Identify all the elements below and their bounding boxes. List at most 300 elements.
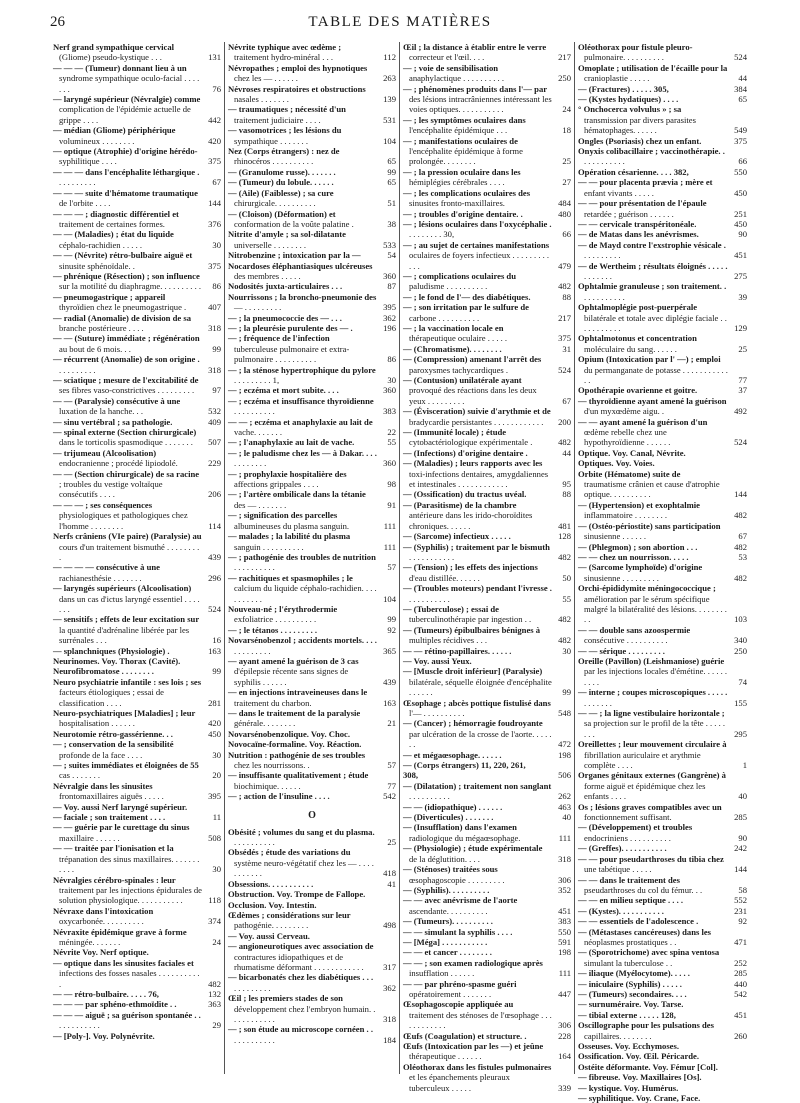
entry-text: Œdèmes ; considérations sur leur pathogénie. . . . . . . . . (228, 909, 351, 931)
entry-page-number: 39 (738, 291, 747, 302)
entry-page-number: 163 (383, 697, 396, 708)
entry-text: — (Dilatation) ; traitement non sanglant . . . . . . . . . . (403, 780, 552, 802)
entry-page-number: 54 (387, 250, 396, 261)
entry-page-number: 144 (208, 198, 221, 209)
index-entry (578, 895, 747, 905)
entry-text: — — cervicale transpéritonéale. (578, 218, 697, 229)
entry-text: — ; la vaccination locale en thérapeutique oculaire . . . . . (403, 322, 508, 344)
index-entry (403, 750, 571, 760)
entry-text: Optique. Voy. Canal, Névrite. (578, 447, 686, 458)
entry-text: — — avec anévrisme de l'aorte ascendante. . . . . . . . . . (403, 895, 518, 916)
entry-text: — phrénique (Résection) ; son influence sur la motilité du diaphragme. . . . . . . . . . (53, 270, 202, 292)
entry-text: Oléothorax dans les fistules pulmonaires et les épanchements pleuraux tuberculeux . . . . . (403, 1061, 552, 1093)
index-entry (578, 708, 747, 739)
index-entry (403, 583, 571, 604)
entry-page-number: 31 (562, 343, 571, 354)
entry-page-number: 65 (738, 94, 747, 105)
entry-page-number: 11 (212, 812, 221, 823)
index-entry (403, 781, 571, 802)
entry-page-number: 439 (208, 551, 221, 562)
index-entry (53, 396, 221, 417)
entry-page-number: 65 (387, 156, 396, 167)
index-entry (578, 354, 747, 385)
entry-page-number: 196 (383, 322, 396, 333)
entry-text: Ongles (Psoriasis) chez un enfant. (578, 135, 702, 146)
index-entry (578, 281, 747, 302)
entry-page-number: 66 (562, 229, 571, 240)
entry-page-number: 51 (387, 198, 396, 209)
entry-page-number: 260 (734, 1030, 747, 1041)
index-entry (403, 63, 571, 84)
entry-text: Neuro-psychiatriques [Maladies] ; leur hospitalisation . . . . . . (53, 708, 196, 729)
index-entry (53, 583, 221, 614)
entry-page-number: 362 (383, 312, 396, 323)
entry-page-number: 295 (734, 728, 747, 739)
entry-page-number: 53 (738, 551, 747, 562)
entry-page-number: 542 (734, 988, 747, 999)
entry-text: — ; prophylaxie hospitalière des affections grippales . . . . (228, 468, 347, 490)
entry-page-number: 30 (212, 749, 221, 760)
index-entry (53, 229, 221, 250)
entry-page-number: 482 (558, 281, 571, 292)
entry-page-number: 86 (212, 281, 221, 292)
index-entry (578, 521, 747, 542)
entry-page-number: 88 (562, 291, 571, 302)
entry-page-number: 99 (387, 166, 396, 177)
index-entry (53, 448, 221, 469)
entry-page-number: 492 (734, 406, 747, 417)
index-entry (403, 802, 571, 812)
entry-text: Novocaïne-formaline. Voy. Réaction. (228, 739, 362, 750)
index-entry (228, 827, 396, 848)
entry-text: — (Phlegmon) ; son abortion . . . (578, 541, 698, 552)
entry-text: — ; action de l'insuline . . . . (228, 791, 330, 802)
entry-text: — — ; son examen radiologique après insufflation . . . . . . (403, 957, 543, 979)
entry-text: — (Évisceration) suivie d'arythmie et de bradycardie persistantes . . . . . . . . . . . . (403, 406, 551, 427)
index-entry (578, 583, 747, 625)
entry-text: — [Poly-]. Voy. Polynévrite. (53, 1030, 155, 1041)
index-entry (403, 562, 571, 583)
entry-text: — iniculaire (Syphilis) . . . . . (578, 978, 682, 989)
index-entry (403, 427, 571, 448)
entry-text: — (Parasitisme) de la chambre antérieure dans les irido-choroïdites chroniques. . . . . . (403, 499, 533, 531)
entry-text: — (Tumeurs) secondaires. . . . (578, 988, 687, 999)
entry-text: — malades ; la labilité du plasma sanguin . . . . . . . . . . (228, 531, 351, 552)
index-entry (228, 931, 396, 941)
entry-page-number: 439 (383, 676, 396, 687)
entry-page-number: 532 (208, 406, 221, 417)
entry-text: Nerfs crâniens (VIe paire) (Paralysie) au cours d'un traitement bismuthé . . . . . . . . . (53, 531, 202, 562)
entry-text: — (Immunité locale) ; étude cytobactériologique expérimentale . (403, 427, 533, 448)
entry-page-number: 296 (208, 572, 221, 583)
entry-page-number: 482 (558, 551, 571, 562)
entry-text: Nourrissons ; la broncho-pneumonie des — . . . . . . . . . (228, 291, 377, 313)
entry-page-number: 482 (208, 978, 221, 989)
entry-text: Névralgies cérébro-spinales : leur traitement par les injections épidurales de solution physiologique. . . . . . . . . . . (53, 874, 202, 906)
entry-page-number: 30 (562, 645, 571, 656)
index-entry (228, 552, 396, 573)
index-entry (53, 822, 221, 843)
index-entry (578, 448, 747, 458)
page-title: TABLE DES MATIÈRES (308, 14, 492, 30)
entry-page-number: 482 (734, 541, 747, 552)
index-entry (403, 927, 571, 937)
entry-page-number: 506 (558, 770, 571, 781)
entry-page-number: 533 (383, 239, 396, 250)
entry-page-number: 451 (734, 250, 747, 261)
entry-page-number: 129 (734, 322, 747, 333)
entry-text: — ; troubles d'origine dentaire. . (403, 208, 523, 219)
entry-text: — — chez un nourrisson. . . . . (578, 551, 689, 562)
index-entry (228, 188, 396, 209)
index-entry (578, 854, 747, 875)
index-entry (578, 469, 747, 500)
index-entry (403, 42, 571, 63)
entry-text: — — par phréno-spasme guéri opératoirement . . . . . . . (403, 978, 517, 999)
index-entry (578, 947, 747, 968)
entry-text: — ; l'artère ombilicale dans la tétanie des — . . . . . . . (228, 489, 366, 510)
entry-page-number: 111 (558, 968, 571, 979)
index-entry (228, 604, 396, 625)
index-entry (578, 417, 747, 448)
index-entry (53, 646, 221, 656)
index-entry (403, 812, 571, 822)
entry-page-number: 90 (738, 832, 747, 843)
index-entry (228, 417, 396, 438)
entry-text: — (Sarcome lymphoïde) d'origine sinusienne . . . . . . . . . (578, 562, 703, 583)
entry-page-number: 375 (208, 260, 221, 271)
index-entry (228, 993, 396, 1024)
entry-text: — ; le paludisme chez les — à Dakar. . . . . . . . . . . . (228, 447, 377, 469)
index-entry (228, 656, 396, 687)
index-entry (578, 927, 747, 948)
index-entry (403, 240, 571, 271)
entry-text: Œufs (Coagulation) et structure. . (403, 1030, 527, 1041)
index-entry (403, 489, 571, 499)
index-entry (403, 354, 571, 375)
entry-page-number: 229 (208, 458, 221, 469)
entry-text: — sinu vertébral ; sa pathologie. (53, 416, 173, 427)
index-entry (228, 229, 396, 250)
entry-text: — (Tumeurs). . . . . . . . . . (403, 916, 493, 927)
entry-page-number: 384 (734, 83, 747, 94)
entry-page-number: 451 (558, 905, 571, 916)
entry-page-number: 206 (208, 489, 221, 500)
entry-text: Novarsénobenzolique. Voy. Choc. (228, 728, 350, 739)
entry-text: Ophtalmoplégie post-puerpérale bilatérale et totale avec diplégie faciale . . . . . . . . . . . (578, 302, 727, 333)
entry-text: — ; les symptômes oculaires dans l'encéphalite épidémique . . . (403, 114, 526, 136)
index-entry (403, 271, 571, 292)
entry-page-number: 163 (208, 645, 221, 656)
index-entry (228, 167, 396, 177)
entry-page-number: 480 (558, 208, 571, 219)
entry-text: — — — (Tumeur) donnant lieu à un syndrome sympathique oculo-facial . . . . . . . (53, 62, 200, 94)
index-entry (53, 614, 221, 645)
entry-text: Organes génitaux externes (Gangrène) à forme aiguë et épidémique chez les enfants . . . . (578, 770, 726, 802)
entry-text: — ; pathogénie des troubles de nutrition . . . . . . . . . . (228, 551, 376, 573)
entry-text: — (Maladies) ; leurs rapports avec les toxi-infections dentaires, amygdaliennes et intestinales . . . . . . . . . . . . (403, 458, 549, 490)
entry-page-number: 472 (558, 739, 571, 750)
entry-text: — ; eczéma et insuffisance thyroïdienne . . . . . . . . . . (228, 395, 374, 417)
entry-text: — — rétino-papillaires. . . . . . (403, 645, 512, 656)
entry-text: — laryngés supérieurs (Alcoolisation) dans un cas d'ictus laryngé essentiel . . . . . . . (53, 583, 200, 614)
entry-text: — (Compression) amenant l'arrêt des paroxysmes tachycardiques . (403, 354, 542, 375)
entry-text: Obstruction. Voy. Trompe de Fallope. (228, 889, 366, 900)
entry-text: — (Insufflation) dans l'examen radiologique du mégaœsophage. (403, 822, 521, 843)
index-entry (578, 687, 747, 708)
entry-page-number: 552 (734, 895, 747, 906)
index-entry (228, 635, 396, 656)
entry-text: Neuro psychiatrie infantile : ses lois ; ses facteurs étiologiques ; essai de classification . . . . (53, 676, 202, 708)
entry-page-number: 90 (738, 229, 747, 240)
entry-text: Obsessions. . . . . . . . . . . (228, 878, 314, 889)
index-entry (228, 292, 396, 313)
index-entry (53, 666, 221, 676)
entry-text: — — sérique . . . . . . . . . (578, 645, 665, 656)
entry-text: Orbite (Hématome) suite de traumatisme crânien et cause d'atrophie optique. . . . . . . . . . (578, 468, 720, 500)
entry-page-number: 375 (558, 333, 571, 344)
index-entry (228, 63, 396, 84)
index-entry (403, 604, 571, 625)
entry-page-number: 41 (387, 878, 396, 889)
page-header (50, 14, 750, 36)
entry-text: Opium (Intoxication par l' —) ; emploi du permanganate de potasse . . . . . . . . . . . . . (578, 354, 728, 385)
entry-page-number: 50 (562, 572, 571, 583)
entry-text: — — double sans azoospermie consécutive . . . . . . . . . . (578, 624, 691, 646)
index-entry (578, 1083, 747, 1093)
index-entry (403, 979, 571, 1000)
index-entry (403, 458, 571, 489)
index-entry (228, 385, 396, 395)
entry-page-number: 67 (562, 395, 571, 406)
entry-text: Névralgie dans les sinusites frontomaxillaires aiguës . . . . . (53, 780, 164, 802)
entry-text: — interne ; coupes microscopiques . . . . . . . . . . . . (578, 687, 728, 708)
index-entry (403, 542, 571, 563)
entry-text: Neurofibromatose . . . . . . . . (53, 666, 154, 677)
index-entry (578, 167, 747, 177)
entry-text: Œil ; les premiers stades de son développement chez l'embryon humain. . . . . . . . . . . . (228, 993, 376, 1024)
entry-page-number: 395 (208, 791, 221, 802)
entry-page-number: 524 (208, 603, 221, 614)
entry-page-number: 524 (734, 52, 747, 63)
entry-page-number: 99 (212, 343, 221, 354)
entry-page-number: 144 (734, 489, 747, 500)
index-entry (403, 302, 571, 323)
entry-page-number: 57 (387, 760, 396, 771)
entry-text: — ; fréquence de l'infection tuberculeuse pulmonaire et extra-pulmonaire . . . . . . . . . . (228, 333, 350, 365)
entry-text: Nitrite d'amyle ; sa sol-dilatante universelle . . . . . . . . (228, 229, 346, 250)
entry-text: ° Onchocerca volvulus » ; sa transmission par divers parasites hématophages. . . . . . (578, 104, 696, 136)
entry-text: Opothérapie ovarienne et goitre. (578, 385, 698, 396)
entry-page-number: 231 (734, 905, 747, 916)
index-entry (53, 354, 221, 375)
entry-text: — (Infections) d'origine dentaire . (403, 447, 528, 458)
entry-text: Orchi-épididymite méningococcique ; amélioration par le sérum spécifique malgré la bilatéralité des lésions. . . . . . . . . . (578, 583, 727, 625)
entry-page-number: 98 (387, 479, 396, 490)
index-entry (228, 687, 396, 708)
entry-page-number: 447 (558, 988, 571, 999)
entry-text: Occlusion. Voy. Intestin. (228, 899, 317, 910)
entry-text: — (Ostéo-périostite) sans participation sinusienne . . . . . . (578, 520, 721, 542)
entry-page-number: 25 (562, 156, 571, 167)
entry-page-number: 104 (383, 135, 396, 146)
index-entry (53, 427, 221, 448)
entry-text: — ; les complications oculaires des sinusites fronto-maxillaires. (403, 187, 531, 209)
entry-text: Novarsénobenzol ; accidents mortels. . . . . . . . . . . . . (228, 635, 377, 656)
entry-text: — — ; eczéma et anaphylaxie au lait de vache. . . . . . . (228, 416, 373, 438)
entry-page-number: 420 (208, 135, 221, 146)
entry-text: — — (Suture) immédiate ; régénération au bout de 6 mois. . . (53, 333, 200, 354)
entry-text: — (Chromatisme). . . . . . . . (403, 343, 502, 354)
entry-page-number: 463 (558, 801, 571, 812)
index-entry (53, 188, 221, 209)
index-entry (578, 1072, 747, 1082)
entry-page-number: 114 (208, 520, 221, 531)
entry-text: Nitrobenzine ; intoxication par la — (228, 250, 361, 261)
entry-page-number: 498 (383, 920, 396, 931)
index-entry (53, 708, 221, 729)
entry-page-number: 77 (738, 375, 747, 385)
index-entry (53, 271, 221, 292)
entry-text: — — — suite d'hématome traumatique de l'orbite . . . . (53, 187, 198, 209)
index-entry (53, 812, 221, 822)
entry-text: Névrite typhique avec œdème ; traitement hydro-minéral . . . (228, 42, 342, 63)
entry-text: — ; la pleurésie purulente des — . (228, 322, 353, 333)
index-entry (403, 1062, 571, 1093)
index-entry (403, 500, 571, 531)
index-entry (403, 646, 571, 656)
entry-text: Nerf grand sympathique cervical (Gliome) pseudo-kystique . . . (53, 42, 175, 63)
entry-text: — [Méga] . . . . . . . . . . . (403, 936, 488, 947)
index-entry (53, 531, 221, 562)
entry-page-number: 281 (208, 697, 221, 708)
entry-page-number: 55 (387, 437, 396, 448)
index-entry (578, 906, 747, 916)
index-entry (578, 458, 747, 468)
entry-page-number: 250 (558, 73, 571, 84)
entry-text: — — (idiopathique) . . . . . . (403, 801, 503, 812)
index-entry (578, 1010, 747, 1020)
index-entry (578, 822, 747, 843)
entry-text: — (Métastases cancéreuses) dans les néoplasmes prostatiques . . (578, 926, 712, 947)
entry-text: — ; conservation de la sensibilité profonde de la face . . . . (53, 739, 174, 760)
index-entry (403, 718, 571, 749)
entry-text: — spinal externe (Section chirurgicale) dans le torticolis spasmodique . . . . . . . (53, 427, 197, 448)
entry-page-number: 18 (562, 125, 571, 136)
entry-page-number: 484 (558, 198, 571, 209)
entry-text: — (Sténoses) traitées sous œsophagoscopie . . . . . . . . . (403, 864, 505, 885)
entry-page-number: 242 (734, 843, 747, 854)
index-entry (53, 375, 221, 396)
entry-text: Névraxe dans l'intoxication oxycarbonée. . . . . . . . . . (53, 905, 154, 927)
entry-text: — tibial externe . . . . . 128, (578, 1009, 676, 1020)
index-entry (53, 781, 221, 802)
index-column-1 (50, 42, 225, 1074)
index-entry (53, 1031, 221, 1041)
entry-page-number: 112 (383, 52, 396, 63)
index-entry (53, 146, 221, 167)
entry-page-number: 65 (387, 177, 396, 188)
entry-text: Œil ; la distance à établir entre le verre correcteur et l'œil. . . . (403, 42, 547, 63)
entry-text: — (Fractures) . . . . . 305, (578, 83, 669, 94)
index-entry (403, 937, 571, 947)
entry-text: — récurrent (Anomalie) de son origine . . . . . . . . . . (53, 354, 200, 375)
entry-text: — faciale ; son traitement . . . . (53, 812, 166, 823)
index-entry (53, 875, 221, 906)
index-entry (578, 1041, 747, 1051)
entry-page-number: 531 (383, 114, 396, 125)
entry-page-number: 383 (383, 406, 396, 417)
entry-text: — dans le traitement de la paralysie générale. . . . . . . . (228, 708, 361, 729)
entry-page-number: 481 (558, 520, 571, 531)
entry-text: — — pour placenta prævia ; mère et enfant vivants . . . . . (578, 177, 713, 198)
entry-page-number: 318 (558, 853, 571, 864)
entry-text: — syphilitique. Voy. Crane, Face. (578, 1093, 701, 1103)
entry-page-number: 395 (383, 302, 396, 313)
index-entry (578, 968, 747, 978)
index-entry (578, 240, 747, 261)
index-entry (228, 729, 396, 739)
entry-page-number: 420 (208, 718, 221, 729)
index-entry (53, 843, 221, 874)
index-entry (228, 365, 396, 386)
entry-text: — — ; la ligne vestibulaire horizontale ; sa projection sur le profil de la tête . . . . . . . . (578, 708, 726, 739)
entry-page-number: 111 (383, 541, 396, 552)
index-entry (403, 843, 571, 864)
index-entry (228, 281, 396, 291)
entry-text: — — — — consécutive à une rachianesthésie . . . . . . . (53, 562, 160, 583)
entry-text: — ; phénomènes produits dans l'— par des lésions intracrâniennes intéressant les voies optiques. . . . . . . . . . . (403, 83, 552, 115)
entry-page-number: 471 (734, 936, 747, 947)
index-entry (228, 396, 396, 417)
entry-text: Nodosités juxta-articulaires . . . (228, 281, 343, 292)
entry-text: Oreille (Pavillon) (Leishmaniose) guérie par les injections locales d'émétine. . . . . . . . . . (578, 655, 728, 687)
index-entry (403, 209, 571, 219)
index-entry (578, 219, 747, 229)
entry-page-number: 217 (558, 312, 571, 323)
entry-page-number: 482 (558, 437, 571, 448)
index-column-3 (400, 42, 575, 1093)
entry-page-number: 104 (383, 593, 396, 604)
index-entry (53, 1010, 221, 1031)
index-entry (403, 448, 571, 458)
index-column-4 (575, 42, 750, 1103)
entry-text: — — — ; diagnostic différentiel et traitement de certaines formes. (53, 208, 179, 229)
entry-text: — — (Maladies) ; état du liquide céphalo-rachidien . . . . . (53, 229, 174, 250)
entry-page-number: 118 (208, 895, 221, 906)
entry-text: — (Syphilis). . . . . . . . . . (403, 884, 490, 895)
index-entry (53, 906, 221, 927)
entry-page-number: 306 (558, 1020, 571, 1031)
entry-page-number: 451 (734, 1009, 747, 1020)
entry-page-number: 58 (738, 884, 747, 895)
entry-text: — insuffisante qualitativement ; étude biochimique. . . . . . (228, 770, 369, 791)
index-entry (578, 302, 747, 333)
index-entry (53, 802, 221, 812)
entry-text: — ; complications oculaires du paludisme . . . . . . . . . . (403, 270, 516, 292)
index-entry (228, 177, 396, 187)
entry-text: — (Contusion) unilatérale ayant provoqué des réactions dans les deux yeux . . . . . . . . . (403, 375, 537, 406)
index-entry (53, 125, 221, 146)
entry-text: Nouveau-né ; l'érythrodermie exfoliatrice . . . . . . . . . . (228, 603, 338, 625)
entry-page-number: 44 (738, 73, 747, 84)
entry-page-number: 508 (208, 832, 221, 843)
entry-text: Oscillographe pour les pulsations des capillaires. . . . . . . . (578, 1020, 714, 1041)
index-entry (228, 313, 396, 323)
entry-page-number: 375 (734, 135, 747, 146)
index-entry (53, 500, 221, 531)
index-entry (578, 94, 747, 104)
